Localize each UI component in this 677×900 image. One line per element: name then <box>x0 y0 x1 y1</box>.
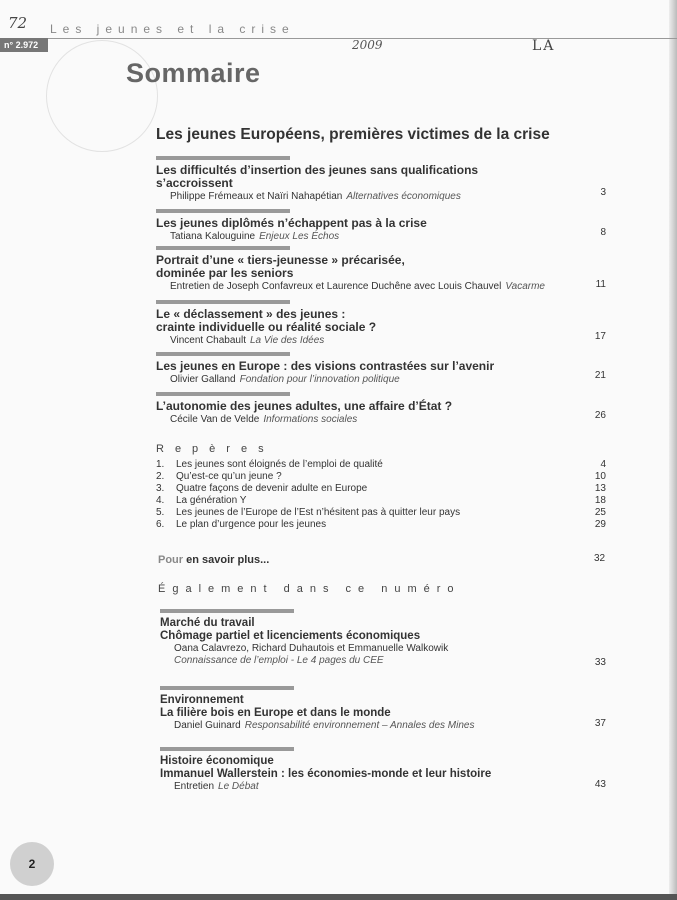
running-title: Les jeunes et la crise <box>50 22 295 36</box>
entry-page: 26 <box>594 410 606 421</box>
entry-title: Les jeunes diplômés n’échappent pas à la crise <box>156 216 427 230</box>
entry-source: La Vie des Idées <box>249 335 325 346</box>
reperes-heading: Repères <box>156 443 275 455</box>
entry-page: 37 <box>594 718 606 729</box>
entry-authors: Vincent Chabault <box>170 335 246 346</box>
entry-title: Immanuel Wallerstein : les économies-monde et leur histoire <box>160 768 492 780</box>
entry-page: 43 <box>594 779 606 790</box>
entry-page: 8 <box>600 227 606 238</box>
entry-source: Informations sociales <box>263 414 358 425</box>
entry-authors: Tatiana Kalouguine <box>170 231 256 242</box>
entry-source: Responsabilité environnement – Annales des Mines <box>244 720 475 731</box>
reperes-page: 18 <box>594 495 606 506</box>
handwritten-year: 2009 <box>352 38 383 52</box>
entry-byline <box>156 373 606 386</box>
entry-page: 21 <box>594 370 606 381</box>
entry-category: Histoire économique <box>160 755 274 767</box>
page-number: 2 <box>28 857 36 871</box>
entry-source: Alternatives économiques <box>346 191 461 202</box>
also-in-issue-heading: Également dans ce numéro <box>158 583 461 595</box>
handwritten-page-note: 72 <box>8 14 28 32</box>
entry-authors: Cécile Van de Velde <box>170 414 260 425</box>
entry-source: Fondation pour l’innovation politique <box>239 374 400 385</box>
entry-authors: Daniel Guinard <box>174 720 241 731</box>
scan-edge <box>669 0 677 900</box>
reperes-item[interactable]: 3. Quatre façons de devenir adulte en Europe 13 <box>156 483 606 494</box>
entry-title: L’autonomie des jeunes adultes, une affaire d’État ? <box>156 399 453 413</box>
entry-category: Marché du travail <box>160 617 255 629</box>
entry-authors: Entretien <box>174 781 215 792</box>
reperes-list <box>156 459 606 531</box>
entry-rule <box>156 246 290 250</box>
further-reading-page: 32 <box>594 553 606 564</box>
scan-edge-bottom <box>0 894 677 900</box>
entry-authors: Olivier Galland <box>170 374 236 385</box>
entry-source: Le Débat <box>218 781 259 792</box>
reperes-page: 29 <box>594 519 606 530</box>
reperes-page: 4 <box>600 459 606 470</box>
entry-title: La filière bois en Europe et dans le monde <box>160 707 391 719</box>
reperes-page: 25 <box>594 507 606 518</box>
reperes-item[interactable]: 4. La génération Y 18 <box>156 495 606 506</box>
entry-category: Environnement <box>160 694 244 706</box>
entry-source: Connaissance de l’emploi - Le 4 pages du CEE <box>174 655 384 666</box>
entry-rule <box>156 209 290 213</box>
header-rule <box>0 38 677 39</box>
also-entry[interactable] <box>160 747 606 793</box>
entry-rule <box>156 156 290 160</box>
entry-rule <box>160 747 294 751</box>
entry-authors: Philippe Frémeaux et Naïri Nahapétian <box>170 191 343 202</box>
entry-source: Vacarme <box>505 281 545 292</box>
entry-rule <box>156 392 290 396</box>
entry-page: 3 <box>600 187 606 198</box>
also-entry[interactable] <box>160 686 606 732</box>
library-stamp <box>46 40 158 152</box>
reperes-item[interactable]: 2. Qu’est-ce qu’un jeune ? 10 <box>156 471 606 482</box>
entry-title: Les difficultés d’insertion des jeunes sans qualifications s’accroissent <box>156 163 479 190</box>
entry-title: Le « déclassement » des jeunes : crainte individuelle ou réalité sociale ? <box>156 307 377 334</box>
entry-title: Chômage partiel et licenciements économiques <box>160 630 421 642</box>
reperes-page: 10 <box>594 471 606 482</box>
toc-entry[interactable] <box>156 156 606 203</box>
entry-byline <box>156 230 606 243</box>
issue-number: n° 2.972 <box>0 38 48 52</box>
entry-rule <box>156 300 290 304</box>
toc-entry[interactable] <box>156 209 606 243</box>
toc-entry[interactable] <box>156 300 606 347</box>
also-entry[interactable] <box>160 609 606 667</box>
reperes-page: 13 <box>594 483 606 494</box>
entry-rule <box>160 686 294 690</box>
entry-byline <box>156 190 606 203</box>
entry-page: 11 <box>595 279 606 290</box>
toc-entry[interactable] <box>156 392 606 426</box>
entry-page: 33 <box>594 657 606 668</box>
entry-byline <box>156 334 606 347</box>
reperes-item[interactable]: 5. Les jeunes de l’Europe de l’Est n’hésitent pas à quitter leur pays 25 <box>156 507 606 518</box>
reperes-item[interactable]: 1. Les jeunes sont éloignés de l’emploi de qualité 4 <box>156 459 606 470</box>
entry-rule <box>156 352 290 356</box>
toc-entry[interactable] <box>156 246 606 293</box>
entry-byline <box>160 720 606 732</box>
page-title: Sommaire <box>126 58 261 88</box>
entry-source: Enjeux Les Échos <box>259 231 340 242</box>
entry-page: 17 <box>594 331 606 342</box>
entry-rule <box>160 609 294 613</box>
reperes-item[interactable]: 6. Le plan d’urgence pour les jeunes 29 <box>156 519 606 530</box>
handwritten-initials: LA <box>532 38 556 54</box>
entry-authors: Oana Calavrezo, Richard Duhautois et Emmanuelle Walkowik <box>174 643 449 654</box>
entry-byline <box>160 781 606 793</box>
entry-byline <box>156 280 606 293</box>
dossier-title: Les jeunes Européens, premières victimes de la crise <box>156 126 550 143</box>
entry-title: Portrait d’une « tiers-jeunesse » précarisée, dominée par les seniors <box>156 253 405 280</box>
entry-title: Les jeunes en Europe : des visions contrastées sur l’avenir <box>156 359 495 373</box>
toc-entry[interactable] <box>156 352 606 386</box>
further-reading-link[interactable]: Pour en savoir plus... <box>158 554 270 566</box>
entry-authors: Entretien de Joseph Confavreux et Laurence Duchêne avec Louis Chauvel <box>170 281 502 292</box>
entry-byline <box>156 413 606 426</box>
